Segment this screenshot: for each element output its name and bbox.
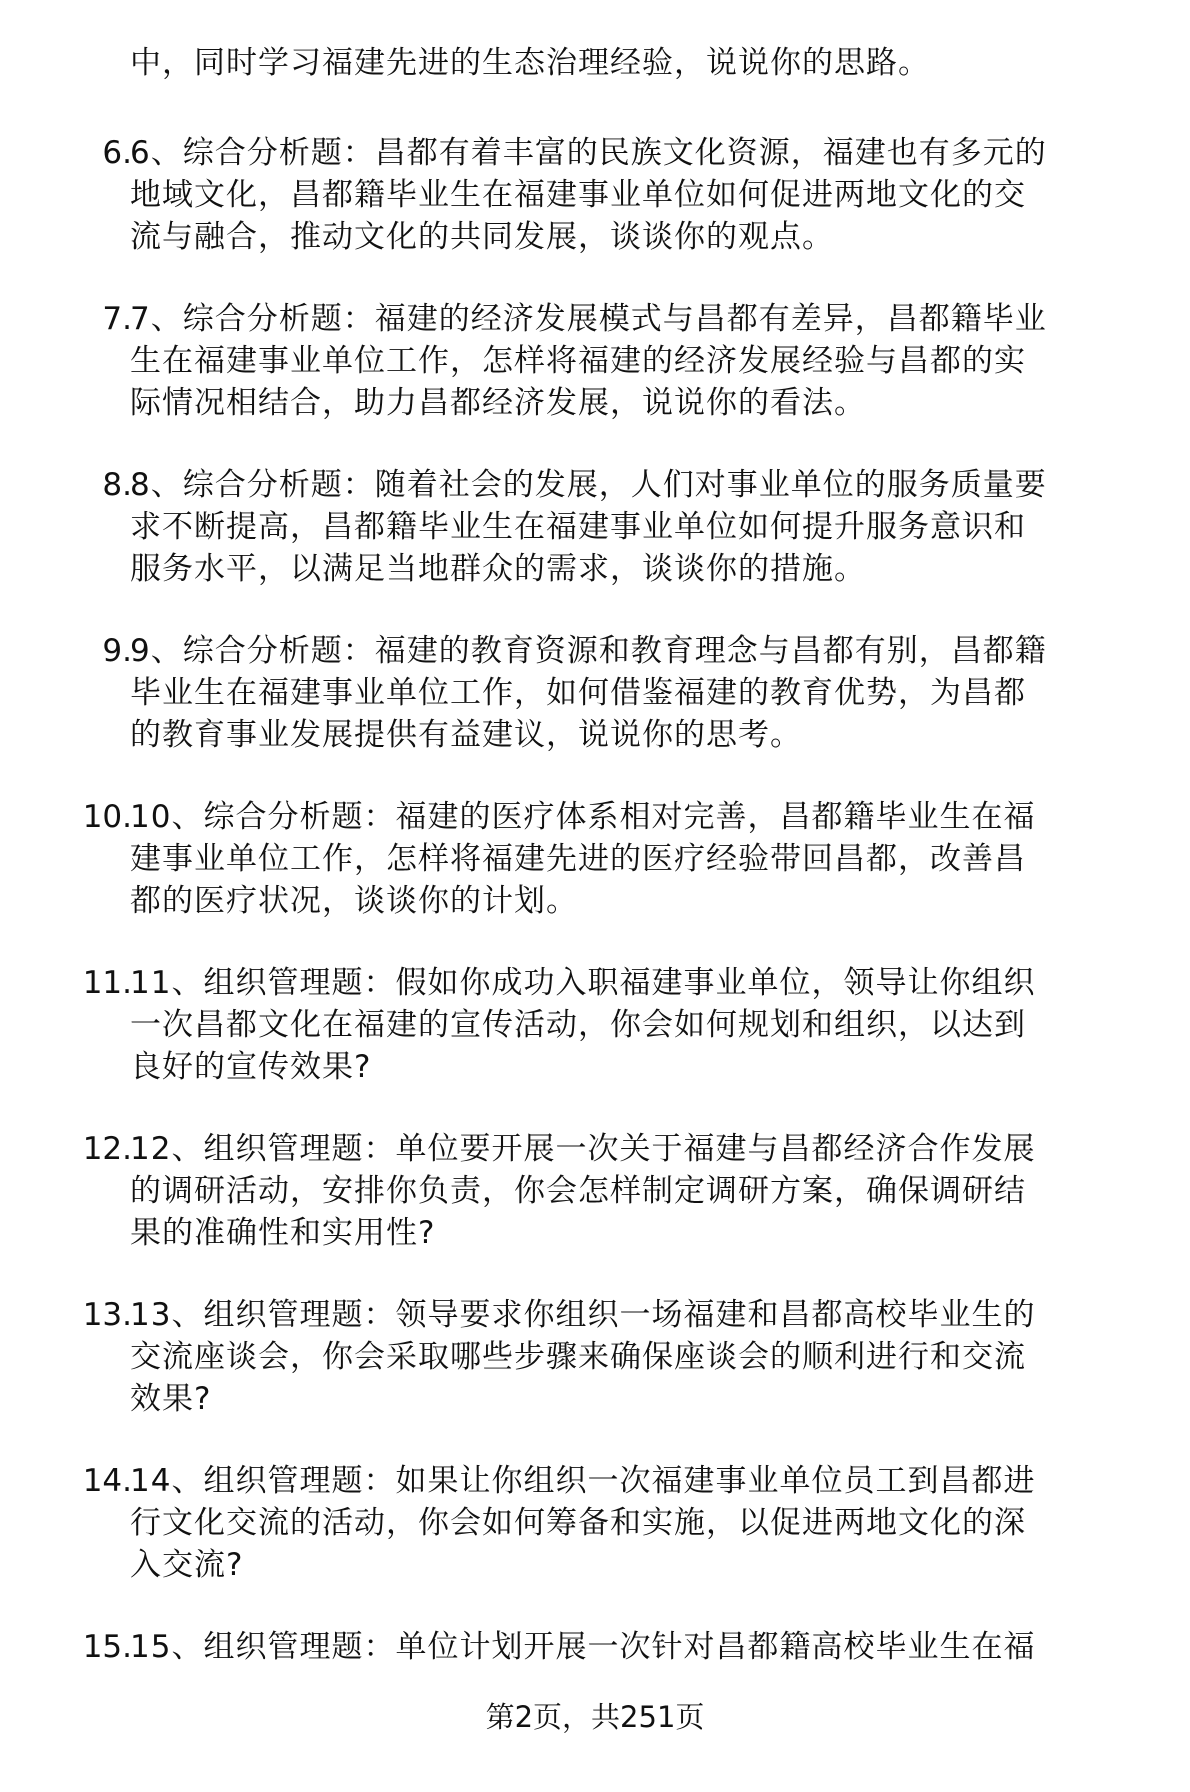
question-text-line: 毕业生在福建事业单位工作，如何借鉴福建的教育优势，为昌都: [130, 675, 1026, 711]
question-text-line: 生在福建事业单位工作，怎样将福建的经济发展经验与昌都的实: [130, 343, 1026, 379]
question-item: [0, 1460, 1190, 1626]
page-footer: 第2页，共251页: [485, 1700, 705, 1734]
question-text: [130, 298, 1175, 424]
question-item: [0, 1128, 1190, 1294]
question-text-line: 效果?: [130, 1381, 212, 1417]
question-text: [130, 962, 1175, 1088]
question-text-line: 地域文化，昌都籍毕业生在福建事业单位如何促进两地文化的交: [130, 177, 1026, 213]
question-item: [0, 630, 1190, 796]
question-text-line: 15、组织管理题：单位计划开展一次针对昌都籍高校毕业生在福: [130, 1629, 1036, 1665]
question-text-line: 7、综合分析题：福建的经济发展模式与昌都有差异，昌都籍毕业: [130, 301, 1047, 337]
question-text-line: 8、综合分析题：随着社会的发展，人们对事业单位的服务质量要: [130, 467, 1047, 503]
question-text: [130, 1626, 1175, 1668]
question-number: 7.: [102, 301, 132, 337]
question-number: 13.: [82, 1297, 132, 1333]
question-text-line: 求不断提高，昌都籍毕业生在福建事业单位如何提升服务意识和: [130, 509, 1026, 545]
question-text-line: 交流座谈会，你会采取哪些步骤来确保座谈会的顺利进行和交流: [130, 1339, 1026, 1375]
question-text-line: 建事业单位工作，怎样将福建先进的医疗经验带回昌都，改善昌: [130, 841, 1026, 877]
question-text-line: 流与融合，推动文化的共同发展，谈谈你的观点。: [130, 219, 834, 255]
question-number: 10.: [82, 799, 132, 835]
question-text-line: 11、组织管理题：假如你成功入职福建事业单位，领导让你组织: [130, 965, 1036, 1001]
question-text-line: 果的准确性和实用性?: [130, 1215, 436, 1251]
question-item: [0, 298, 1190, 464]
question-number: 14.: [82, 1463, 132, 1499]
question-text: [130, 1460, 1175, 1586]
question-text-line: 的调研活动，安排你负责，你会怎样制定调研方案，确保调研结: [130, 1173, 1026, 1209]
question-text-line: 入交流?: [130, 1547, 244, 1583]
question-text-line: 一次昌都文化在福建的宣传活动，你会如何规划和组织，以达到: [130, 1007, 1026, 1043]
question-number: 8.: [102, 467, 132, 503]
question-text: [130, 796, 1175, 922]
question-number: 9.: [102, 633, 132, 669]
question-text-line: 9、综合分析题：福建的教育资源和教育理念与昌都有别，昌都籍: [130, 633, 1047, 669]
question-text: [130, 132, 1175, 258]
question-text: [130, 1128, 1175, 1254]
question-item: [0, 962, 1190, 1128]
question-text: [130, 1294, 1175, 1420]
question-text-line: 际情况相结合，助力昌都经济发展，说说你的看法。: [130, 385, 866, 421]
question-list: [0, 132, 1190, 1792]
question-text: [130, 630, 1175, 756]
question-number: 15.: [82, 1629, 132, 1665]
question-text-line: 14、组织管理题：如果让你组织一次福建事业单位员工到昌都进: [130, 1463, 1036, 1499]
question-number: 11.: [82, 965, 132, 1001]
question-item: [0, 464, 1190, 630]
question-number: 6.: [102, 135, 132, 171]
question-text-line: 13、组织管理题：领导要求你组织一场福建和昌都高校毕业生的: [130, 1297, 1036, 1333]
question-text-line: 12、组织管理题：单位要开展一次关于福建与昌都经济合作发展: [130, 1131, 1036, 1167]
question-text-line: 良好的宣传效果?: [130, 1049, 372, 1085]
question-text-line: 服务水平，以满足当地群众的需求，谈谈你的措施。: [130, 551, 866, 587]
question-item: [0, 796, 1190, 962]
question-text: [130, 464, 1175, 590]
question-text-line: 10、综合分析题：福建的医疗体系相对完善，昌都籍毕业生在福: [130, 799, 1036, 835]
question-text-line: 都的医疗状况，谈谈你的计划。: [130, 883, 578, 919]
question-number: 12.: [82, 1131, 132, 1167]
question-item: [0, 1294, 1190, 1460]
continuation-line: 中，同时学习福建先进的生态治理经验，说说你的思路。: [130, 45, 930, 81]
question-text-line: 行文化交流的活动，你会如何筹备和实施，以促进两地文化的深: [130, 1505, 1026, 1541]
question-text-line: 的教育事业发展提供有益建议，说说你的思考。: [130, 717, 802, 753]
question-item: [0, 132, 1190, 298]
question-text-line: 6、综合分析题：昌都有着丰富的民族文化资源，福建也有多元的: [130, 135, 1047, 171]
